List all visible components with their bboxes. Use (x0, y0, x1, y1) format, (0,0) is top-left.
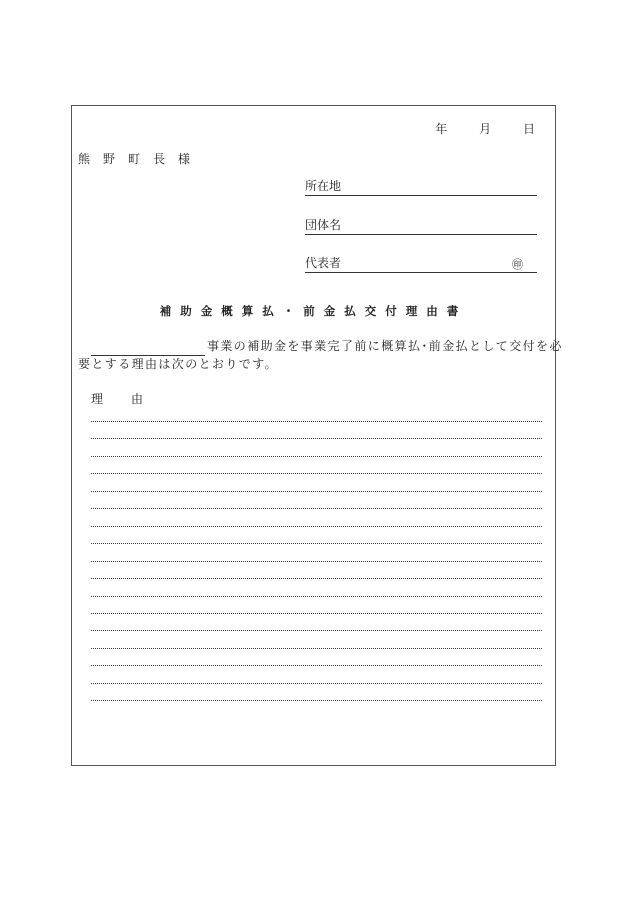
reason-heading (91, 390, 143, 407)
reason-line[interactable] (91, 421, 542, 422)
reason-line[interactable] (91, 438, 542, 439)
addressee: 熊野町長様 (78, 152, 204, 166)
reason-line[interactable] (91, 648, 542, 649)
reason-line[interactable] (91, 543, 542, 544)
reason-line[interactable] (91, 473, 542, 474)
reason-line[interactable] (91, 665, 542, 666)
project-name-blank[interactable] (91, 342, 205, 356)
reason-char-1: 理 (91, 392, 104, 406)
year-label: 年 (435, 122, 448, 136)
reason-line[interactable] (91, 630, 542, 631)
reason-line[interactable] (91, 683, 542, 684)
representative-label: 代表者 (305, 256, 342, 270)
document-title: 補助金概算払・前金払交付理由書 (159, 304, 468, 318)
month-label: 月 (479, 122, 492, 136)
organization-field[interactable] (305, 217, 537, 235)
reason-line[interactable] (91, 596, 542, 597)
form-frame (71, 105, 563, 766)
reason-line[interactable] (91, 456, 542, 457)
reason-line[interactable] (91, 561, 542, 562)
reason-char-2: 由 (131, 392, 144, 406)
body-text-line1: 事業の補助金を事業完了前に概算払･前金払として交付を必 (207, 339, 563, 353)
address-label: 所在地 (305, 179, 342, 193)
reason-line[interactable] (91, 508, 542, 509)
date-line (407, 120, 535, 137)
day-label: 日 (522, 122, 535, 136)
reason-line[interactable] (91, 613, 542, 614)
reason-line[interactable] (91, 578, 542, 579)
reason-line[interactable] (91, 491, 542, 492)
seal-icon: ㊞ (512, 258, 523, 271)
reason-line[interactable] (91, 700, 542, 701)
representative-field[interactable] (305, 255, 537, 273)
reason-line[interactable] (91, 526, 542, 527)
address-field[interactable] (305, 178, 537, 196)
organization-label: 団体名 (305, 218, 342, 232)
body-text-line2: 要とする理由は次のとおりです。 (78, 357, 279, 371)
